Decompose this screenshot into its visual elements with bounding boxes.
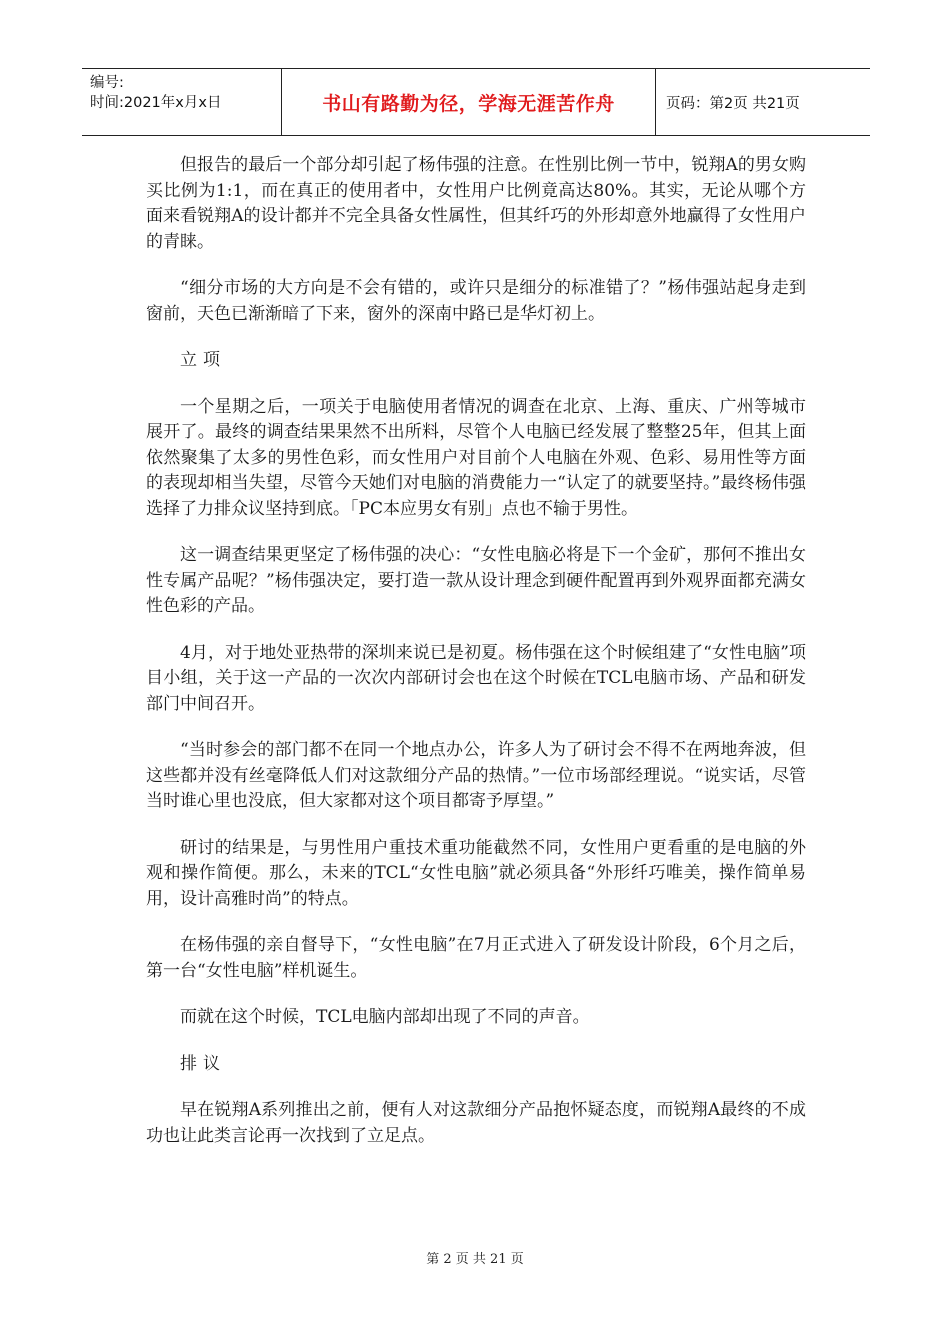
page-header <box>82 68 870 136</box>
section-heading: 排议 <box>180 1053 226 1074</box>
section-heading: 立项 <box>180 350 226 370</box>
paragraph: “当时参会的部门都不在同一个地点办公，许多人为了研讨会不得不在两地奔波，但这些都并没有丝毫降低人们对这款细分产品的热情。”一位市场部经理说。“说实话，尽管当时谁心里也没底，但大家都对这个项目都寄予厚望。” <box>146 740 806 811</box>
paragraph: “细分市场的大方向是不会有错的，或许只是细分的标准错了？”杨伟强站起身走到窗前，天色已渐渐暗了下来，窗外的深南中路已是华灯初上。 <box>146 278 806 324</box>
document-body <box>146 153 806 1170</box>
document-number-label: 编号: <box>90 75 124 91</box>
paragraph: 而就在这个时候，TCL电脑内部却出现了不同的声音。 <box>180 1007 590 1027</box>
header-motto: 书山有路勤为径，学海无涯苦作舟 <box>282 69 656 135</box>
header-meta <box>82 69 282 135</box>
document-time-label: 时间:2021年x月x日 <box>90 95 222 111</box>
paragraph: 早在锐翔A系列推出之前，便有人对这款细分产品抱怀疑态度，而锐翔A最终的不成功也让此类言论再一次找到了立足点。 <box>146 1100 806 1146</box>
paragraph: 在杨伟强的亲自督导下，“女性电脑”在7月正式进入了研发设计阶段，6个月之后，第一台“女性电脑”样机诞生。 <box>146 935 806 981</box>
paragraph: 这一调查结果更坚定了杨伟强的决心：“女性电脑必将是下一个金矿，那何不推出女性专属产品呢？”杨伟强决定，要打造一款从设计理念到硬件配置再到外观界面都充满女性色彩的产品。 <box>146 545 806 616</box>
paragraph: 研讨的结果是，与男性用户重技术重功能截然不同，女性用户更看重的是电脑的外观和操作简便。那么，未来的TCL“女性电脑”就必须具备“外形纤巧唯美，操作简单易用，设计高雅时尚”的特点。 <box>146 837 806 909</box>
page-footer: 第 2 页 共 21 页 <box>426 1252 524 1267</box>
header-page-info: 页码：第2页 共21页 <box>666 95 800 112</box>
paragraph: 但报告的最后一个部分却引起了杨伟强的注意。在性别比例一节中，锐翔A的男女购买比例为1:1，而在真正的使用者中，女性用户比例竟高达80%。其实，无论从哪个方面来看锐翔A的设计都并不完全具备女性属性，但其纤巧的外形却意外地赢得了女性用户的青睐。 <box>146 155 806 252</box>
paragraph: 一个星期之后，一项关于电脑使用者情况的调查在北京、上海、重庆、广州等城市展开了。最终的调查结果果然不出所料，尽管个人电脑已经发展了整整25年，但其上面依然聚集了太多的男性色彩，而女性用户对目前个人电脑在外观、色彩、易用性等方面的表现却相当失望，尽管今天她们对电脑的消费能力一“认定了的就要坚持。”最终杨伟强选择了力排众议坚持到底。「PC本应男女有别」点也不输于男性。 <box>146 396 806 519</box>
paragraph: 4月，对于地处亚热带的深圳来说已是初夏。杨伟强在这个时候组建了“女性电脑”项目小组，关于这一产品的一次次内部研讨会也在这个时候在TCL电脑市场、产品和研发部门中间召开。 <box>146 642 806 714</box>
